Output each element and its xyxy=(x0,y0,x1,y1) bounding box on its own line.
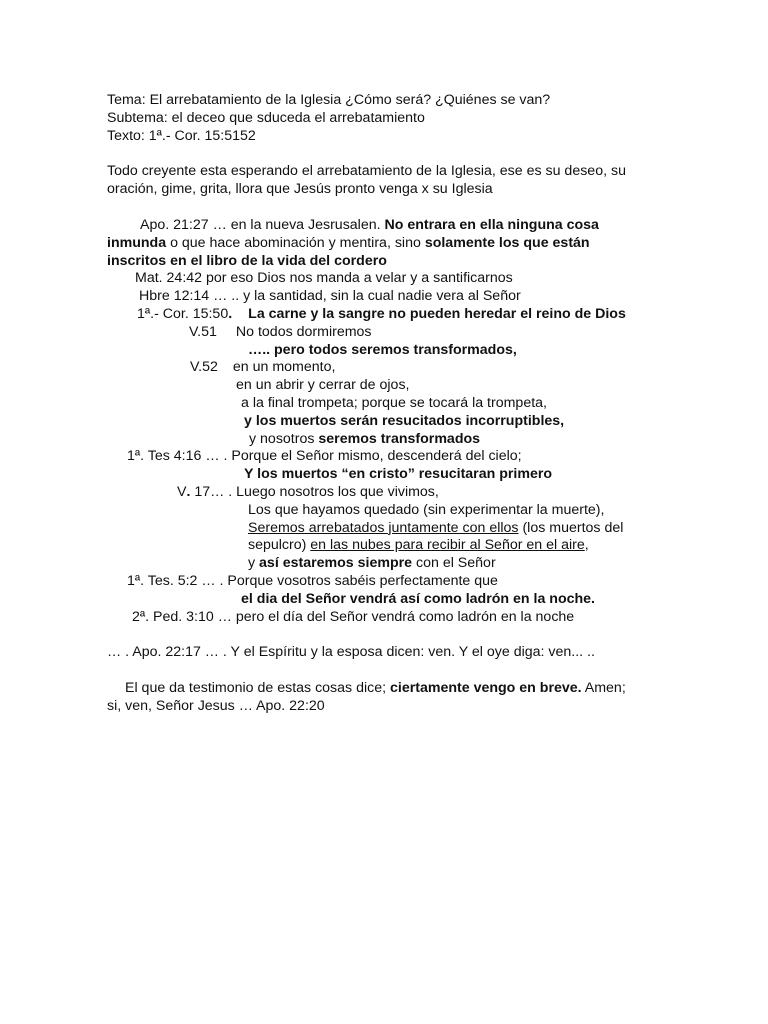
v17-line-5-pre: y xyxy=(248,555,260,572)
cor-15-50-bold: La carne y la sangre no pueden heredar el reino de Dios xyxy=(248,305,626,322)
apo-21-27-line-3: inscritos en el libro de la vida del cordero xyxy=(107,252,387,269)
cor-15-50-dot: . xyxy=(228,305,233,322)
spacer xyxy=(107,145,667,163)
v17-underline-1: Seremos arrebatados juntamente con ellos xyxy=(248,519,519,536)
tes-4-16-line: 1ª. Tes 4:16 … . Porque el Señor mismo, descenderá del cielo; xyxy=(127,448,522,465)
v17-line-5 xyxy=(107,555,667,573)
v51-line xyxy=(107,324,667,342)
closing-pre: El que da testimonio de estas cosas dice; xyxy=(125,680,390,697)
v17-line-2: Los que hayamos quedado (sin experimentar la muerte), xyxy=(248,501,605,518)
v52-text: en un momento, xyxy=(232,359,336,376)
closing-line-2: si, ven, Señor Jesus … Apo. 22:20 xyxy=(107,697,325,714)
v17-underline-2: en las nubes para recibir al Señor en el aire xyxy=(310,537,585,554)
v52-bold-line: y los muertos serán resucitados incorruptibles, xyxy=(244,412,565,429)
v52-line-5-pre: y nosotros xyxy=(249,430,319,447)
v17-line-4-post: , xyxy=(584,537,589,554)
v17-text: 17… . Luego nosotros los que vivimos, xyxy=(190,483,439,500)
v17-line-4 xyxy=(107,537,667,555)
v52-line-2: en un abrir y cerrar de ojos, xyxy=(236,377,410,394)
spacer xyxy=(107,662,667,680)
apo-21-27-line-2 xyxy=(107,235,667,253)
intro-line-2: oración, gime, grita, llora que Jesús pronto venga x su Iglesia xyxy=(107,181,493,198)
apo-21-27-mid: o que hace abominación y mentira, sino xyxy=(166,234,425,251)
apo-21-27-line-1 xyxy=(107,217,667,235)
v17-pre: V xyxy=(177,483,187,500)
cor-15-50-line xyxy=(107,306,667,324)
mat-24-42-line: Mat. 24:42 por eso Dios nos manda a velar y a santificarnos xyxy=(135,270,513,287)
v52-line xyxy=(107,359,667,377)
apo-21-27-ref: Apo. 21:27 … en la nueva Jesrusalen. xyxy=(140,216,385,233)
v51-ref: V.51 xyxy=(189,323,217,340)
tema-line: Tema: El arrebatamiento de la Iglesia ¿Cómo será? ¿Quiénes se van? xyxy=(107,92,551,108)
v52-line-5-bold: seremos transformados xyxy=(318,430,481,447)
v52-line-5 xyxy=(107,431,667,449)
tes-5-2-line: 1ª. Tes. 5:2 … . Porque vosotros sabéis perfectamente que xyxy=(127,572,498,589)
v17-line-5-post: con el Señor xyxy=(412,555,496,572)
v17-line-3-rest: (los muertos del xyxy=(518,519,624,536)
v52-ref: V.52 xyxy=(190,359,218,376)
closing-post: Amen; xyxy=(581,680,626,697)
v17-line xyxy=(107,484,667,502)
v51-bold-line: ….. pero todos seremos transformados, xyxy=(248,341,517,358)
cor-15-50-ref: 1ª.- Cor. 15:50 xyxy=(137,305,229,322)
v52-line-3: a la final trompeta; porque se tocará la trompeta, xyxy=(241,394,547,411)
hbre-12-14-line: Hbre 12:14 … .. y la santidad, sin la cual nadie vera al Señor xyxy=(139,288,521,305)
ped-3-10-line: 2ª. Ped. 3:10 … pero el día del Señor vendrá como ladrón en la noche xyxy=(132,608,575,625)
spacer xyxy=(107,626,667,644)
intro-line-1: Todo creyente esta esperando el arrebatamiento de la Iglesia, ese es su deseo, su xyxy=(107,163,626,180)
apo-22-17-line: … . Apo. 22:17 … . Y el Espíritu y la esposa dicen: ven. Y el oye diga: ven... .. xyxy=(107,644,595,661)
apo-21-27-bold-1: No entrara en ella ninguna cosa xyxy=(384,216,599,233)
v17-line-5-bold: así estaremos siempre xyxy=(259,555,413,572)
v17-dot: . xyxy=(186,483,191,500)
subtema-line: Subtema: el deceo que sduceda el arrebatamiento xyxy=(107,109,425,126)
closing-bold: ciertamente vengo en breve. xyxy=(389,680,582,697)
closing-line-1 xyxy=(107,680,667,698)
tes-4-16-bold-line: Y los muertos “en cristo” resucitaran primero xyxy=(244,466,553,483)
apo-21-27-bold-2: inmunda xyxy=(107,234,167,251)
v51-text: No todos dormiremos xyxy=(235,323,372,340)
v17-line-4-pre: sepulcro) xyxy=(248,537,311,554)
apo-21-27-bold-3: solamente los que están xyxy=(424,234,590,251)
tes-5-2-bold-line: el dia del Señor vendrá así como ladrón en la noche. xyxy=(241,590,596,607)
texto-line: Texto: 1ª.- Cor. 15:5152 xyxy=(107,127,256,144)
spacer xyxy=(107,199,667,217)
document-page xyxy=(107,92,667,716)
v17-line-3 xyxy=(107,520,667,538)
